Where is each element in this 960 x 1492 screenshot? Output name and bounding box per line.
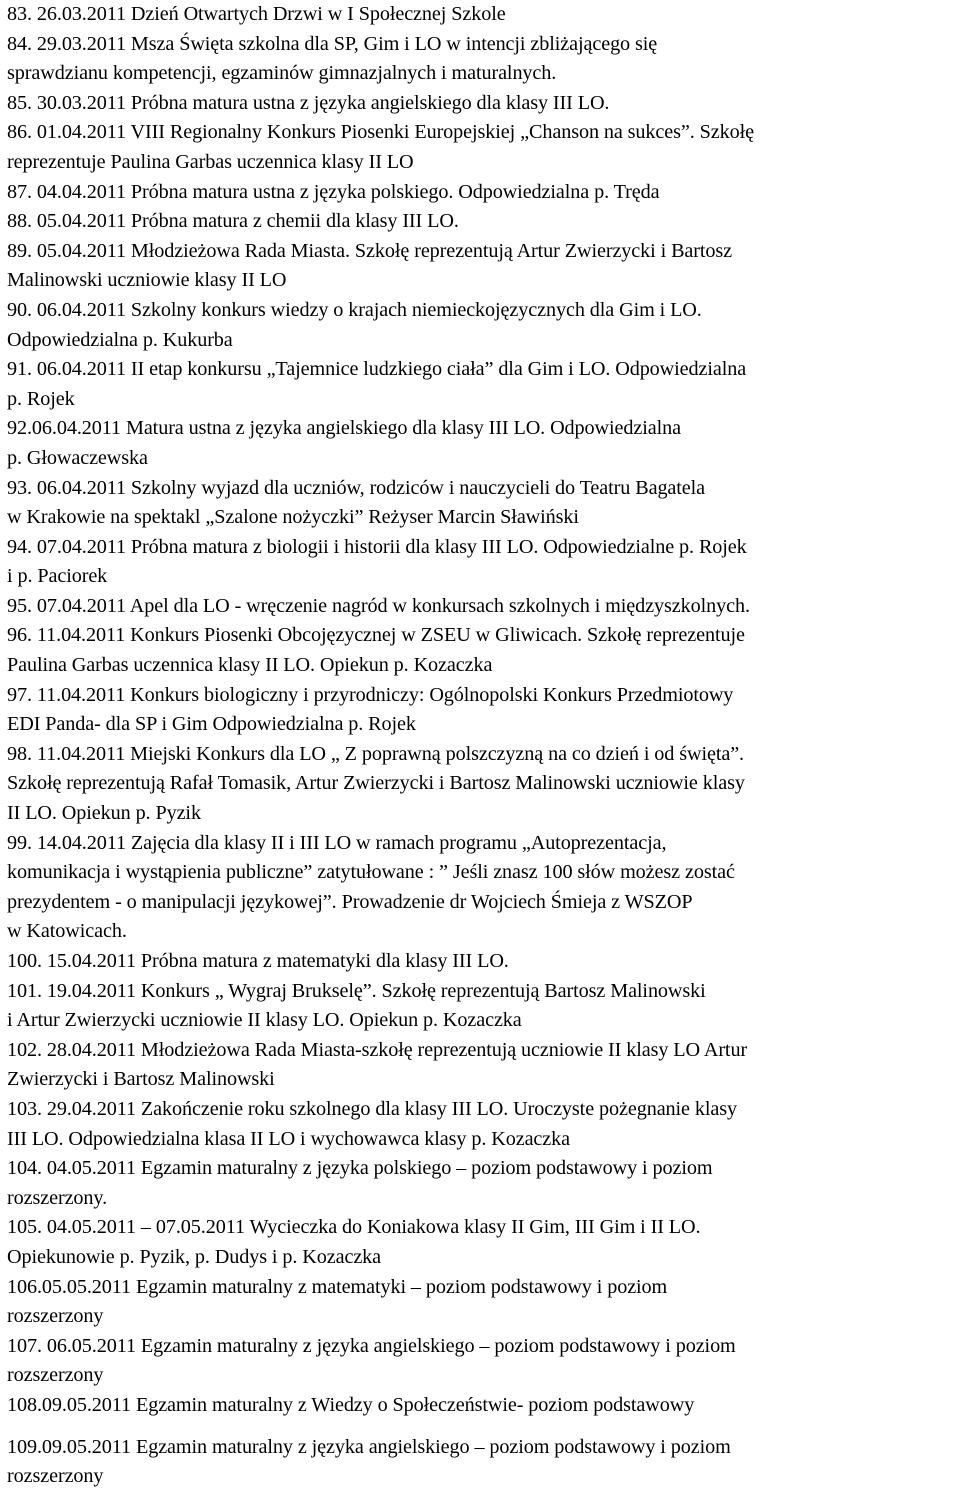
text-line: 93. 06.04.2011 Szkolny wyjazd dla uczniów, rodziców i nauczycieli do Teatru Bagatela: [7, 476, 706, 499]
text-line: rozszerzony: [7, 1465, 104, 1488]
text-line: 104. 04.05.2011 Egzamin maturalny z języka polskiego – poziom podstawowy i poziom: [7, 1157, 713, 1180]
list-item: [7, 0, 957, 30]
list-item: [7, 1154, 957, 1213]
list-item: [7, 207, 957, 237]
text-line: 89. 05.04.2011 Młodzieżowa Rada Miasta. Szkołę reprezentują Artur Zwierzycki i Bartosz: [7, 239, 733, 262]
text-line: w Krakowie na spektakl „Szalone nożyczki” Reżyser Marcin Sławiński: [7, 506, 579, 529]
list-item: [7, 237, 957, 296]
text-line: rozszerzony.: [7, 1186, 108, 1209]
list-item: [7, 681, 957, 740]
text-line: 108.09.05.2011 Egzamin maturalny z Wiedzy o Społeczeństwie- poziom podstawowy: [7, 1393, 695, 1416]
list-item: [7, 474, 957, 533]
text-line: EDI Panda- dla SP i Gim Odpowiedzialna p. Rojek: [7, 713, 416, 736]
text-line: 85. 30.03.2011 Próbna matura ustna z języka angielskiego dla klasy III LO.: [7, 91, 610, 114]
text-line: Paulina Garbas uczennica klasy II LO. Opiekun p. Kozaczka: [7, 654, 493, 677]
text-line: p. Rojek: [7, 387, 75, 410]
list-item: [7, 355, 957, 414]
text-line: 103. 29.04.2011 Zakończenie roku szkolnego dla klasy III LO. Uroczyste pożegnanie klasy: [7, 1097, 737, 1120]
text-line: i Artur Zwierzycki uczniowie II klasy LO. Opiekun p. Kozaczka: [7, 1009, 522, 1032]
text-line: II LO. Opiekun p. Pyzik: [7, 802, 201, 825]
text-line: 91. 06.04.2011 II etap konkursu „Tajemnice ludzkiego ciała” dla Gim i LO. Odpowiedzialna: [7, 358, 747, 381]
text-line: 95. 07.04.2011 Apel dla LO - wręczenie nagród w konkursach szkolnych i międzyszkolnych.: [7, 594, 750, 617]
list-item: [7, 178, 957, 208]
text-line: Opiekunowie p. Pyzik, p. Dudys i p. Kozaczka: [7, 1245, 382, 1268]
list-item: [7, 1391, 957, 1421]
text-line: 99. 14.04.2011 Zajęcia dla klasy II i III LO w ramach programu „Autoprezentacja,: [7, 831, 667, 854]
list-item: [7, 977, 957, 1036]
text-line: i p. Paciorek: [7, 565, 108, 588]
list-item: [7, 947, 957, 977]
list-item: [7, 740, 957, 829]
text-line: 86. 01.04.2011 VIII Regionalny Konkurs Piosenki Europejskiej „Chanson na sukces”. Szkołę: [7, 121, 754, 144]
text-line: 109.09.05.2011 Egzamin maturalny z języka angielskiego – poziom podstawowy i poziom: [7, 1435, 731, 1458]
text-line: 97. 11.04.2011 Konkurs biologiczny i przyrodniczy: Ogólnopolski Konkurs Przedmiotowy: [7, 683, 734, 706]
text-line: 87. 04.04.2011 Próbna matura ustna z języka polskiego. Odpowiedzialna p. Tręda: [7, 180, 660, 203]
text-line: 107. 06.05.2011 Egzamin maturalny z języka angielskiego – poziom podstawowy i poziom: [7, 1334, 736, 1357]
list-item: [7, 533, 957, 592]
text-line: Odpowiedzialna p. Kukurba: [7, 328, 233, 351]
list-item: [7, 1433, 957, 1492]
text-line: prezydentem - o manipulacji językowej”. Prowadzenie dr Wojciech Śmieja z WSZOP: [7, 890, 693, 913]
text-line: Zwierzycki i Bartosz Malinowski: [7, 1068, 275, 1091]
list-item: [7, 829, 957, 947]
text-line: 101. 19.04.2011 Konkurs „ Wygraj Brukselę”. Szkołę reprezentują Bartosz Malinowski: [7, 979, 706, 1002]
text-line: reprezentuje Paulina Garbas uczennica klasy II LO: [7, 150, 414, 173]
list-item: [7, 1332, 957, 1391]
text-line: rozszerzony: [7, 1364, 104, 1387]
list-item: [7, 1273, 957, 1332]
list-item: [7, 30, 957, 89]
list-item: [7, 1095, 957, 1154]
list-item: [7, 118, 957, 177]
text-line: 88. 05.04.2011 Próbna matura z chemii dla klasy III LO.: [7, 210, 459, 233]
text-line: 105. 04.05.2011 – 07.05.2011 Wycieczka do Koniakowa klasy II Gim, III Gim i II LO.: [7, 1216, 701, 1239]
text-line: komunikacja i wystąpienia publiczne” zatytułowane : ” Jeśli znasz 100 słów możesz zostać: [7, 861, 735, 884]
text-line: 84. 29.03.2011 Msza Święta szkolna dla SP, Gim i LO w intencji zbliżającego się: [7, 32, 658, 55]
document-body: [7, 0, 957, 1492]
list-item: [7, 1213, 957, 1272]
text-line: 98. 11.04.2011 Miejski Konkurs dla LO „ Z poprawną polszczyzną na co dzień i od święta”.: [7, 742, 745, 765]
text-line: 94. 07.04.2011 Próbna matura z biologii i historii dla klasy III LO. Odpowiedzialne p. Rojek: [7, 535, 747, 558]
text-line: 100. 15.04.2011 Próbna matura z matematyki dla klasy III LO.: [7, 950, 509, 972]
text-line: 106.05.05.2011 Egzamin maturalny z matematyki – poziom podstawowy i poziom: [7, 1275, 668, 1298]
text-line: w Katowicach.: [7, 920, 127, 943]
text-line: Malinowski uczniowie klasy II LO: [7, 269, 287, 292]
text-line: p. Głowaczewska: [7, 446, 148, 469]
text-line: 102. 28.04.2011 Młodzieżowa Rada Miasta-szkołę reprezentują uczniowie II klasy LO Artur: [7, 1038, 748, 1061]
list-item: [7, 621, 957, 680]
list-item: [7, 592, 957, 622]
text-line: 96. 11.04.2011 Konkurs Piosenki Obcojęzycznej w ZSEU w Gliwicach. Szkołę reprezentuje: [7, 624, 745, 647]
list-item: [7, 414, 957, 473]
list-item: [7, 89, 957, 119]
text-line: 90. 06.04.2011 Szkolny konkurs wiedzy o krajach niemieckojęzycznych dla Gim i LO.: [7, 298, 702, 321]
list-item: [7, 296, 957, 355]
text-line: 92.06.04.2011 Matura ustna z języka angielskiego dla klasy III LO. Odpowiedzialna: [7, 417, 681, 440]
text-line: III LO. Odpowiedzialna klasa II LO i wychowawca klasy p. Kozaczka: [7, 1127, 571, 1150]
text-line: sprawdzianu kompetencji, egzaminów gimnazjalnych i maturalnych.: [7, 62, 557, 85]
text-line: 83. 26.03.2011 Dzień Otwartych Drzwi w I Społecznej Szkole: [7, 3, 506, 25]
text-line: rozszerzony: [7, 1305, 104, 1328]
text-line: Szkołę reprezentują Rafał Tomasik, Artur Zwierzycki i Bartosz Malinowski uczniowie klasy: [7, 772, 745, 795]
list-item: [7, 1036, 957, 1095]
